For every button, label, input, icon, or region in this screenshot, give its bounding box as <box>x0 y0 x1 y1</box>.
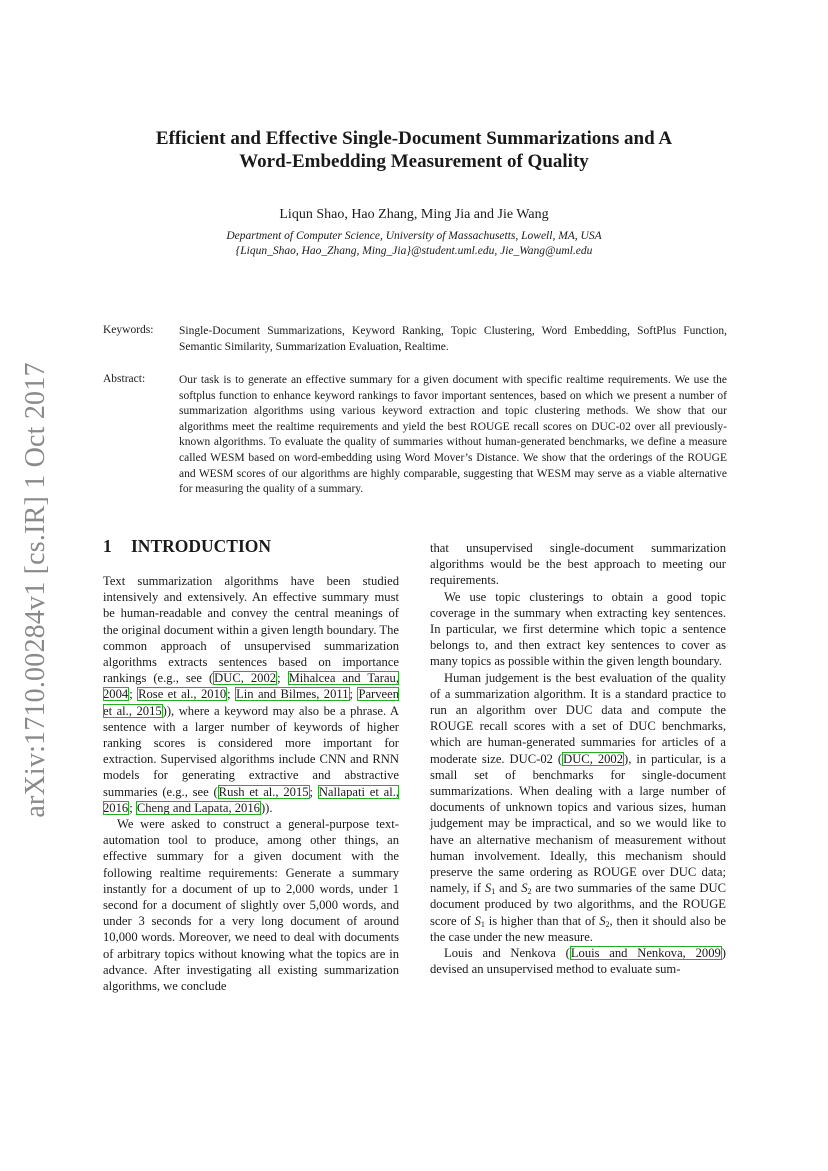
citation-link[interactable]: Louis and Nenkova, 2009 <box>570 946 721 961</box>
citation-link[interactable]: Lin and Bilmes, 2011 <box>236 687 349 702</box>
intro-paragraph-2: We were asked to construct a general-purpose text-automation tool to produce, among other things, an effective summary for a given document with the following realtime requirements: Generate a summary instantly for a document of up to 2,000 words, under 1 second for a document of slightly over 5,000 words, and under 3 seconds for a very long document of around 10,000 words. Moreover, we need to deal with documents of arbitrary topics without knowing what the topics are in advance. After investigating all existing summarization algorithms, we conclude <box>103 817 399 994</box>
text-run: ; <box>129 800 136 815</box>
text-run: , then it should also be the case under the new measure. <box>430 913 726 944</box>
text-run: )). <box>260 800 273 815</box>
citation-link[interactable]: Nallapati et al., 2016 <box>103 784 399 815</box>
math-subscript: 2 <box>527 887 532 897</box>
citation-link[interactable]: DUC, 2002 <box>214 671 277 686</box>
citation-link[interactable]: Mihalcea and Tarau, 2004 <box>103 671 399 702</box>
title-line-2: Word-Embedding Measurement of Quality <box>239 151 589 172</box>
math-symbol: S <box>521 881 528 896</box>
text-run: ), in particular, is a small set of benchmarks for single-document summarizations. When dealing with a large number of documents of unknown topics and various sizes, human judgement may be impractical, and so we would like to have an alternative mechanism of measurement without human involvement. Ideally, this mechanism should preserve the same ordering as ROUGE over DUC data; namely, if <box>430 751 726 896</box>
intro-paragraph-5 <box>430 670 726 945</box>
arxiv-stamp-text: arXiv:1710.00284v1 [cs.IR] 1 Oct 2017 <box>20 362 51 818</box>
abstract-text: Our task is to generate an effective summary for a given document with specific realtime requirements. We use the softplus function to enhance keyword rankings to favor important sentences, based on which we present a number of summarization algorithms using various keyword extraction and topic clustering methods. We show that our algorithms meet the realtime requirements and yield the best ROUGE recall scores on DUC-02 over all previously-known algorithms. To evaluate the quality of summaries without human-generated benchmarks, we define a measure called WESM based on word-embedding using Word Mover’s Distance. We show that the orderings of the ROUGE and WESM scores of our algorithms are highly comparable, suggesting that WESM may serve as a viable alternative for measuring the quality of a summary. <box>179 374 727 496</box>
text-run: ; <box>227 687 236 702</box>
text-run: ) devised an unsupervised method to evaluate sum- <box>430 946 726 977</box>
citation-link[interactable]: DUC, 2002 <box>563 751 624 766</box>
intro-paragraph-4: We use topic clusterings to obtain a good topic coverage in the summary when extracting key sentences. In particular, we first determine which topic a sentence belongs to, and then extract key sentences to cover as many topics as possible within the given length boundary. <box>430 589 726 669</box>
intro-paragraph-6 <box>430 945 726 977</box>
text-run: is higher than that of <box>484 913 600 928</box>
arxiv-stamp <box>6 362 66 818</box>
left-column <box>103 573 399 994</box>
keywords-label: Keywords: <box>103 324 154 336</box>
keywords-text: Single-Document Summarizations, Keyword Ranking, Topic Clustering, Word Embedding, SoftPlus Function, Semantic Similarity, Summarization Evaluation, Realtime. <box>179 325 727 353</box>
section-number: 1 <box>103 536 112 556</box>
math-subscript: 2 <box>605 919 610 929</box>
affiliation: Department of Computer Science, University of Massachusetts, Lowell, MA, USA <box>226 230 602 242</box>
text-run: are two summaries of the same DUC document produced by two algorithms, and the ROUGE score of <box>430 881 726 928</box>
text-run: ; <box>349 687 358 702</box>
text-run: ; <box>309 784 318 799</box>
citation-link[interactable]: Rose et al., 2010 <box>138 687 227 702</box>
math-subscript: 1 <box>480 919 485 929</box>
math-symbol: S <box>484 881 492 896</box>
text-run: )), where a keyword may also be a phrase. A sentence with a larger number of keywords of higher ranking scores is considered more important for extraction. Supervised algorithms include CNN and RNN models for generating extractive and abstractive summaries (e.g., see ( <box>103 703 399 799</box>
math-symbol: S <box>599 913 606 928</box>
math-symbol: S <box>474 913 481 928</box>
affiliation-block <box>100 229 728 259</box>
text-run: Louis and Nenkova ( <box>444 946 570 961</box>
citation-link[interactable]: Cheng and Lapata, 2016 <box>136 800 260 815</box>
citation-link[interactable]: Rush et al., 2015 <box>218 784 309 799</box>
intro-paragraph-3: that unsupervised single-document summarization algorithms would be the best approach to meeting our requirements. <box>430 541 726 588</box>
section-title: INTRODUCTION <box>131 536 272 556</box>
citation-link[interactable]: Parveen et al., 2015 <box>103 687 399 718</box>
title-line-1: Efficient and Effective Single-Document Summarizations and A <box>155 128 673 149</box>
email-addresses: {Liqun_Shao, Hao_Zhang, Ming_Jia}@student.uml.edu, Jie_Wang@uml.edu <box>235 245 593 257</box>
text-run: Text summarization algorithms have been studied intensively and extensively. An effective summary must be human-readable and convey the central meanings of the original document within a given length boundary. The common approach of unsupervised summarization algorithms extracts sentences based on importance rankings (e.g., see ( <box>103 574 399 686</box>
abstract-label: Abstract: <box>103 373 146 385</box>
intro-paragraph-1 <box>103 573 399 816</box>
text-run: ; <box>129 687 138 702</box>
text-run: ; <box>277 671 288 686</box>
author-list: Liqun Shao, Hao Zhang, Ming Jia and Jie Wang <box>279 207 549 222</box>
paper-title <box>100 127 728 173</box>
math-subscript: 1 <box>491 887 496 897</box>
text-run: Human judgement is the best evaluation of the quality of a summarization algorithm. It is a standard practice to run an algorithm over DUC data and compute the ROUGE recall scores with a set of DUC benchmarks, which are human-generated summaries for articles of a moderate size. DUC-02 ( <box>430 670 726 766</box>
right-column <box>430 540 726 977</box>
text-run: and <box>495 881 522 896</box>
section-heading <box>103 536 271 557</box>
